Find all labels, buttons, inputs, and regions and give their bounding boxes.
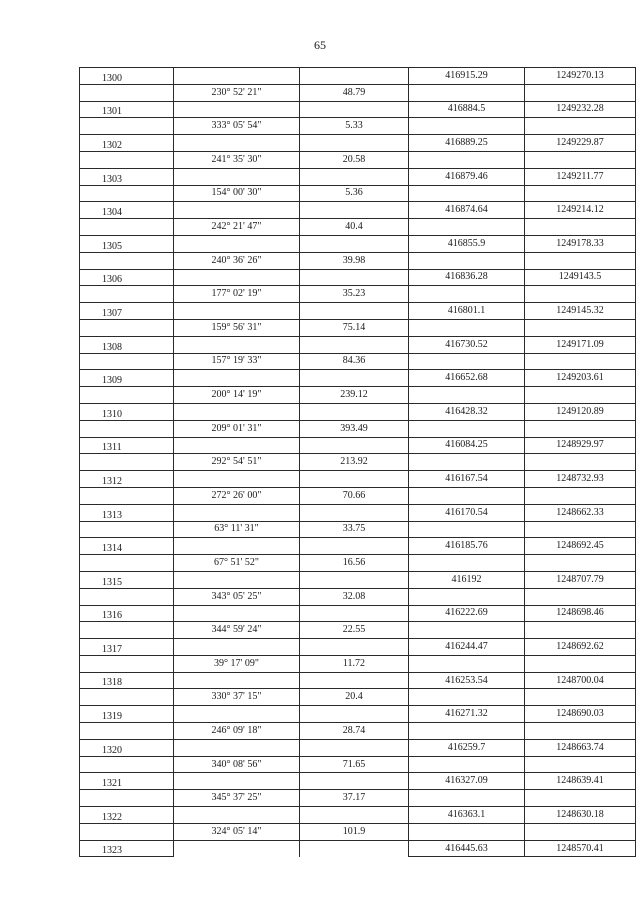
bearing-cell	[174, 605, 300, 622]
y-coordinate-cell: 1249145.32	[525, 303, 636, 320]
x-coordinate-cell	[409, 252, 525, 269]
distance-cell	[300, 202, 409, 219]
x-coordinate-cell: 416253.54	[409, 672, 525, 689]
x-coordinate-cell: 416192	[409, 571, 525, 588]
segment-row	[80, 655, 636, 672]
y-coordinate-cell: 1249232.28	[525, 101, 636, 118]
bearing-cell: 272° 26' 00"	[174, 487, 300, 504]
y-coordinate-cell: 1249171.09	[525, 336, 636, 353]
segment-row	[80, 588, 636, 605]
y-coordinate-cell: 1249143.5	[525, 269, 636, 286]
point-row	[80, 639, 636, 656]
point-row	[80, 336, 636, 353]
point-number-cell: 1300	[80, 68, 174, 85]
point-number-cell	[80, 588, 174, 605]
segment-row	[80, 790, 636, 807]
point-number-cell: 1308	[80, 336, 174, 353]
y-coordinate-cell	[525, 655, 636, 672]
distance-cell: 239.12	[300, 387, 409, 404]
x-coordinate-cell	[409, 689, 525, 706]
point-row	[80, 739, 636, 756]
bearing-cell	[174, 202, 300, 219]
point-row	[80, 504, 636, 521]
y-coordinate-cell	[525, 420, 636, 437]
distance-cell: 71.65	[300, 756, 409, 773]
point-number-cell	[80, 185, 174, 202]
x-coordinate-cell: 416271.32	[409, 706, 525, 723]
distance-cell	[300, 840, 409, 857]
point-row	[80, 269, 636, 286]
bearing-cell: 157° 19' 33"	[174, 353, 300, 370]
bearing-cell: 333° 05' 54"	[174, 118, 300, 135]
bearing-cell	[174, 739, 300, 756]
bearing-cell	[174, 403, 300, 420]
point-number-cell	[80, 487, 174, 504]
bearing-cell: 292° 54' 51"	[174, 454, 300, 471]
point-row	[80, 168, 636, 185]
point-number-cell	[80, 286, 174, 303]
point-number-cell	[80, 151, 174, 168]
point-number-cell: 1307	[80, 303, 174, 320]
x-coordinate-cell	[409, 286, 525, 303]
coordinate-table-body	[80, 68, 636, 857]
y-coordinate-cell	[525, 387, 636, 404]
distance-cell: 48.79	[300, 84, 409, 101]
distance-cell: 213.92	[300, 454, 409, 471]
y-coordinate-cell	[525, 252, 636, 269]
segment-row	[80, 286, 636, 303]
distance-cell	[300, 706, 409, 723]
bearing-cell	[174, 269, 300, 286]
point-number-cell	[80, 420, 174, 437]
point-number-cell: 1322	[80, 807, 174, 824]
y-coordinate-cell	[525, 454, 636, 471]
x-coordinate-cell	[409, 118, 525, 135]
point-number-cell: 1321	[80, 773, 174, 790]
y-coordinate-cell: 1249178.33	[525, 235, 636, 252]
y-coordinate-cell	[525, 588, 636, 605]
x-coordinate-cell	[409, 723, 525, 740]
bearing-cell	[174, 471, 300, 488]
distance-cell: 16.56	[300, 555, 409, 572]
point-number-cell	[80, 118, 174, 135]
distance-cell	[300, 303, 409, 320]
distance-cell	[300, 437, 409, 454]
x-coordinate-cell: 416884.5	[409, 101, 525, 118]
bearing-cell: 177° 02' 19"	[174, 286, 300, 303]
segment-row	[80, 353, 636, 370]
y-coordinate-cell	[525, 219, 636, 236]
distance-cell: 32.08	[300, 588, 409, 605]
point-number-cell: 1319	[80, 706, 174, 723]
distance-cell	[300, 135, 409, 152]
bearing-cell	[174, 840, 300, 857]
point-number-cell: 1315	[80, 571, 174, 588]
segment-row	[80, 689, 636, 706]
bearing-cell: 63° 11' 31"	[174, 521, 300, 538]
x-coordinate-cell	[409, 588, 525, 605]
y-coordinate-cell: 1249229.87	[525, 135, 636, 152]
y-coordinate-cell	[525, 689, 636, 706]
segment-row	[80, 487, 636, 504]
point-number-cell: 1317	[80, 639, 174, 656]
distance-cell: 84.36	[300, 353, 409, 370]
y-coordinate-cell: 1248690.03	[525, 706, 636, 723]
x-coordinate-cell	[409, 387, 525, 404]
distance-cell	[300, 370, 409, 387]
point-number-cell: 1302	[80, 135, 174, 152]
y-coordinate-cell: 1248700.04	[525, 672, 636, 689]
segment-row	[80, 252, 636, 269]
y-coordinate-cell: 1248698.46	[525, 605, 636, 622]
bearing-cell: 39° 17' 09"	[174, 655, 300, 672]
distance-cell	[300, 471, 409, 488]
bearing-cell	[174, 135, 300, 152]
y-coordinate-cell: 1249203.61	[525, 370, 636, 387]
bearing-cell	[174, 807, 300, 824]
distance-cell: 5.36	[300, 185, 409, 202]
point-row	[80, 303, 636, 320]
y-coordinate-cell: 1249214.12	[525, 202, 636, 219]
point-row	[80, 840, 636, 857]
point-row	[80, 235, 636, 252]
distance-cell	[300, 403, 409, 420]
y-coordinate-cell	[525, 555, 636, 572]
point-number-cell	[80, 219, 174, 236]
distance-cell	[300, 571, 409, 588]
x-coordinate-cell	[409, 84, 525, 101]
point-number-cell: 1306	[80, 269, 174, 286]
distance-cell: 75.14	[300, 319, 409, 336]
point-number-cell	[80, 655, 174, 672]
distance-cell: 20.4	[300, 689, 409, 706]
bearing-cell	[174, 437, 300, 454]
y-coordinate-cell: 1248692.45	[525, 538, 636, 555]
segment-row	[80, 387, 636, 404]
segment-row	[80, 454, 636, 471]
x-coordinate-cell: 416874.64	[409, 202, 525, 219]
bearing-cell	[174, 538, 300, 555]
bearing-cell	[174, 101, 300, 118]
segment-row	[80, 622, 636, 639]
point-number-cell: 1303	[80, 168, 174, 185]
bearing-cell: 242° 21' 47"	[174, 219, 300, 236]
point-number-cell	[80, 823, 174, 840]
point-number-cell	[80, 756, 174, 773]
x-coordinate-cell	[409, 790, 525, 807]
bearing-cell: 67° 51' 52"	[174, 555, 300, 572]
distance-cell: 11.72	[300, 655, 409, 672]
y-coordinate-cell: 1248570.41	[525, 840, 636, 857]
point-row	[80, 68, 636, 85]
distance-cell	[300, 235, 409, 252]
bearing-cell	[174, 571, 300, 588]
point-number-cell: 1318	[80, 672, 174, 689]
x-coordinate-cell: 416244.47	[409, 639, 525, 656]
distance-cell	[300, 168, 409, 185]
distance-cell	[300, 336, 409, 353]
point-number-cell	[80, 521, 174, 538]
distance-cell	[300, 639, 409, 656]
point-number-cell	[80, 723, 174, 740]
segment-row	[80, 420, 636, 437]
point-row	[80, 437, 636, 454]
x-coordinate-cell: 416428.32	[409, 403, 525, 420]
page-number: 65	[314, 38, 326, 52]
y-coordinate-cell	[525, 521, 636, 538]
point-row	[80, 807, 636, 824]
point-row	[80, 370, 636, 387]
point-row	[80, 571, 636, 588]
bearing-cell: 343° 05' 25"	[174, 588, 300, 605]
x-coordinate-cell: 416084.25	[409, 437, 525, 454]
point-row	[80, 706, 636, 723]
y-coordinate-cell: 1248663.74	[525, 739, 636, 756]
y-coordinate-cell	[525, 185, 636, 202]
coordinate-table	[79, 67, 636, 857]
bearing-cell	[174, 706, 300, 723]
segment-row	[80, 521, 636, 538]
point-number-cell	[80, 84, 174, 101]
point-row	[80, 605, 636, 622]
point-number-cell: 1309	[80, 370, 174, 387]
x-coordinate-cell: 416185.76	[409, 538, 525, 555]
x-coordinate-cell	[409, 353, 525, 370]
x-coordinate-cell	[409, 756, 525, 773]
point-number-cell	[80, 555, 174, 572]
point-number-cell: 1311	[80, 437, 174, 454]
point-row	[80, 773, 636, 790]
point-number-cell: 1313	[80, 504, 174, 521]
bearing-cell: 345° 37' 25"	[174, 790, 300, 807]
distance-cell: 35.23	[300, 286, 409, 303]
y-coordinate-cell: 1248707.79	[525, 571, 636, 588]
x-coordinate-cell: 416170.54	[409, 504, 525, 521]
y-coordinate-cell	[525, 151, 636, 168]
x-coordinate-cell: 416801.1	[409, 303, 525, 320]
point-row	[80, 538, 636, 555]
segment-row	[80, 185, 636, 202]
distance-cell	[300, 101, 409, 118]
distance-cell	[300, 68, 409, 85]
point-row	[80, 672, 636, 689]
y-coordinate-cell: 1248732.93	[525, 471, 636, 488]
point-number-cell	[80, 387, 174, 404]
y-coordinate-cell: 1248929.97	[525, 437, 636, 454]
bearing-cell: 324° 05' 14"	[174, 823, 300, 840]
x-coordinate-cell: 416259.7	[409, 739, 525, 756]
bearing-cell	[174, 303, 300, 320]
distance-cell: 70.66	[300, 487, 409, 504]
distance-cell: 39.98	[300, 252, 409, 269]
bearing-cell: 340° 08' 56"	[174, 756, 300, 773]
x-coordinate-cell	[409, 319, 525, 336]
point-number-cell	[80, 622, 174, 639]
y-coordinate-cell	[525, 118, 636, 135]
point-number-cell: 1314	[80, 538, 174, 555]
x-coordinate-cell: 416889.25	[409, 135, 525, 152]
segment-row	[80, 219, 636, 236]
y-coordinate-cell	[525, 286, 636, 303]
x-coordinate-cell	[409, 622, 525, 639]
segment-row	[80, 555, 636, 572]
point-number-cell: 1301	[80, 101, 174, 118]
y-coordinate-cell: 1248692.62	[525, 639, 636, 656]
bearing-cell: 240° 36' 26"	[174, 252, 300, 269]
point-number-cell: 1320	[80, 739, 174, 756]
bearing-cell	[174, 672, 300, 689]
y-coordinate-cell	[525, 319, 636, 336]
y-coordinate-cell: 1249120.89	[525, 403, 636, 420]
bearing-cell	[174, 336, 300, 353]
bearing-cell	[174, 370, 300, 387]
distance-cell	[300, 504, 409, 521]
point-number-cell	[80, 790, 174, 807]
y-coordinate-cell	[525, 487, 636, 504]
x-coordinate-cell	[409, 185, 525, 202]
x-coordinate-cell: 416730.52	[409, 336, 525, 353]
y-coordinate-cell	[525, 756, 636, 773]
distance-cell	[300, 773, 409, 790]
distance-cell	[300, 672, 409, 689]
point-number-cell: 1323	[80, 840, 174, 857]
bearing-cell: 159° 56' 31"	[174, 319, 300, 336]
point-number-cell	[80, 319, 174, 336]
x-coordinate-cell	[409, 420, 525, 437]
x-coordinate-cell: 416836.28	[409, 269, 525, 286]
point-number-cell	[80, 454, 174, 471]
bearing-cell	[174, 773, 300, 790]
distance-cell: 33.75	[300, 521, 409, 538]
distance-cell	[300, 739, 409, 756]
y-coordinate-cell	[525, 353, 636, 370]
distance-cell: 40.4	[300, 219, 409, 236]
bearing-cell	[174, 68, 300, 85]
distance-cell: 28.74	[300, 723, 409, 740]
bearing-cell	[174, 235, 300, 252]
bearing-cell: 330° 37' 15"	[174, 689, 300, 706]
bearing-cell: 246° 09' 18"	[174, 723, 300, 740]
segment-row	[80, 723, 636, 740]
y-coordinate-cell	[525, 790, 636, 807]
x-coordinate-cell	[409, 555, 525, 572]
point-row	[80, 471, 636, 488]
x-coordinate-cell: 416222.69	[409, 605, 525, 622]
x-coordinate-cell	[409, 219, 525, 236]
distance-cell: 22.55	[300, 622, 409, 639]
bearing-cell	[174, 639, 300, 656]
bearing-cell	[174, 168, 300, 185]
point-row	[80, 101, 636, 118]
point-number-cell	[80, 689, 174, 706]
x-coordinate-cell	[409, 655, 525, 672]
distance-cell: 393.49	[300, 420, 409, 437]
x-coordinate-cell: 416363.1	[409, 807, 525, 824]
x-coordinate-cell	[409, 454, 525, 471]
x-coordinate-cell: 416855.9	[409, 235, 525, 252]
x-coordinate-cell: 416879.46	[409, 168, 525, 185]
distance-cell	[300, 269, 409, 286]
point-number-cell: 1305	[80, 235, 174, 252]
x-coordinate-cell: 416445.63	[409, 840, 525, 857]
distance-cell: 101.9	[300, 823, 409, 840]
y-coordinate-cell	[525, 84, 636, 101]
bearing-cell	[174, 504, 300, 521]
x-coordinate-cell	[409, 521, 525, 538]
x-coordinate-cell: 416167.54	[409, 471, 525, 488]
y-coordinate-cell: 1249270.13	[525, 68, 636, 85]
point-number-cell: 1316	[80, 605, 174, 622]
point-number-cell	[80, 252, 174, 269]
point-row	[80, 202, 636, 219]
x-coordinate-cell	[409, 823, 525, 840]
y-coordinate-cell: 1248630.18	[525, 807, 636, 824]
y-coordinate-cell	[525, 723, 636, 740]
bearing-cell: 230° 52' 21"	[174, 84, 300, 101]
x-coordinate-cell: 416652.68	[409, 370, 525, 387]
segment-row	[80, 756, 636, 773]
segment-row	[80, 151, 636, 168]
bearing-cell: 154° 00' 30"	[174, 185, 300, 202]
x-coordinate-cell: 416915.29	[409, 68, 525, 85]
bearing-cell: 344° 59' 24"	[174, 622, 300, 639]
point-row	[80, 403, 636, 420]
segment-row	[80, 84, 636, 101]
x-coordinate-cell: 416327.09	[409, 773, 525, 790]
y-coordinate-cell	[525, 823, 636, 840]
distance-cell: 5.33	[300, 118, 409, 135]
point-number-cell: 1304	[80, 202, 174, 219]
bearing-cell: 241° 35' 30"	[174, 151, 300, 168]
segment-row	[80, 319, 636, 336]
point-number-cell: 1310	[80, 403, 174, 420]
y-coordinate-cell: 1249211.77	[525, 168, 636, 185]
y-coordinate-cell: 1248662.33	[525, 504, 636, 521]
y-coordinate-cell	[525, 622, 636, 639]
point-number-cell	[80, 353, 174, 370]
bearing-cell: 200° 14' 19"	[174, 387, 300, 404]
point-row	[80, 135, 636, 152]
bearing-cell: 209° 01' 31"	[174, 420, 300, 437]
distance-cell	[300, 605, 409, 622]
distance-cell: 20.58	[300, 151, 409, 168]
distance-cell: 37.17	[300, 790, 409, 807]
segment-row	[80, 823, 636, 840]
distance-cell	[300, 807, 409, 824]
x-coordinate-cell	[409, 487, 525, 504]
point-number-cell: 1312	[80, 471, 174, 488]
segment-row	[80, 118, 636, 135]
x-coordinate-cell	[409, 151, 525, 168]
distance-cell	[300, 538, 409, 555]
y-coordinate-cell: 1248639.41	[525, 773, 636, 790]
